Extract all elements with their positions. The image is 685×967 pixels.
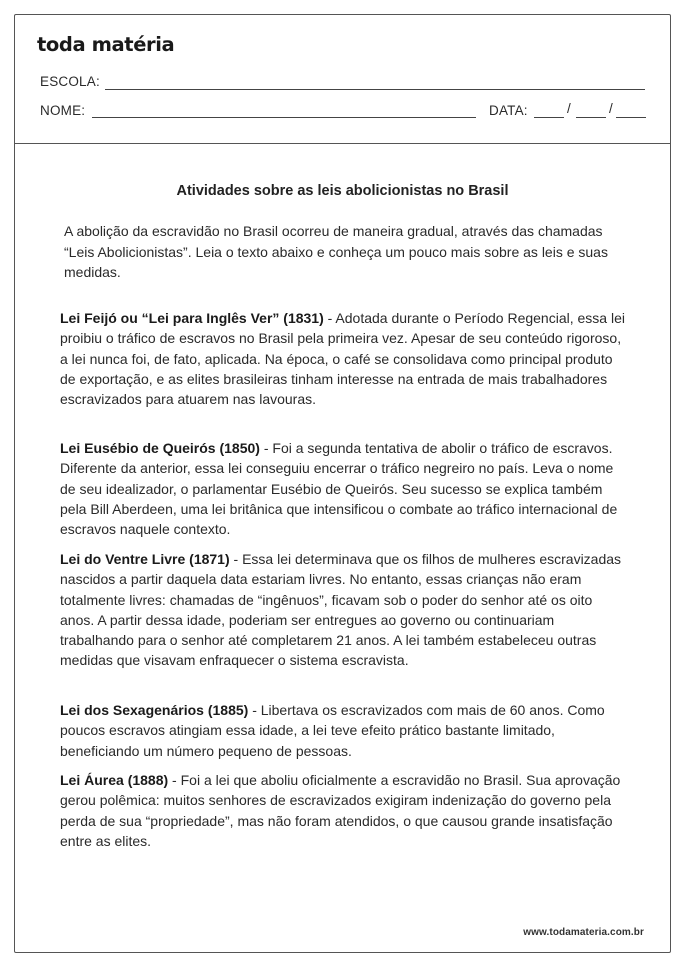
law-text: - Libertava os escravizados com mais de 60 anos. Como poucos escravos atingiam essa idade, a lei teve efeito prático bastante limitado, beneficiando um número pequeno de pessoas. [60, 702, 605, 759]
brand-logo: toda matéria [37, 33, 175, 56]
law-name: Lei Feijó ou “Lei para Inglês Ver” (1831) [60, 310, 324, 326]
law-name: Lei do Ventre Livre (1871) [60, 551, 230, 567]
footer-website-link[interactable]: www.todamateria.com.br [523, 927, 644, 938]
law-paragraph [60, 700, 628, 761]
date-month-field[interactable] [576, 117, 606, 118]
worksheet-header [15, 15, 670, 144]
date-year-field[interactable] [616, 117, 646, 118]
law-text: - Essa lei determinava que os filhos de mulheres escravizadas nascidos a partir daquela data estariam livres. No entanto, essas crianças não eram totalmente livres: chamadas de “ingênuos”, ficavam sob o poder do senhor até os oito anos. A partir dessa idade, poderiam ser entregues ao governo ou continuariam trabalhando para o senhor até completarem 21 anos. A lei também estabeleceu outras medidas que visavam enfraquecer o sistema escravista. [60, 551, 622, 669]
law-paragraph [60, 438, 628, 539]
law-paragraph [60, 770, 628, 851]
date-separator-2: / [609, 101, 613, 116]
page-title: Atividades sobre as leis abolicionistas no Brasil [176, 183, 509, 199]
date-day-field[interactable] [534, 117, 564, 118]
intro-paragraph: A abolição da escravidão no Brasil ocorreu de maneira gradual, através das chamadas “Leis Abolicionistas”. Leia o texto abaixo e conheça um pouco mais sobre as leis e suas medidas. [64, 223, 608, 280]
data-label: DATA: [489, 103, 528, 118]
escola-field[interactable] [105, 89, 645, 90]
law-text: - Foi a segunda tentativa de abolir o tráfico de escravos. Diferente da anterior, essa lei conseguiu encerrar o tráfico negreiro no país. Leva o nome de seu idealizador, o parlamentar Eusébio de Queirós. Seu sucesso se explica também pela Bill Aberdeen, uma lei britânica que intensificou o combate ao tráfico internacional de escravos naquele contexto. [60, 440, 618, 538]
law-paragraph [60, 308, 628, 409]
date-separator-1: / [567, 101, 571, 116]
law-name: Lei Eusébio de Queirós (1850) [60, 440, 260, 456]
nome-label: NOME: [40, 103, 86, 118]
escola-label: ESCOLA: [40, 74, 100, 89]
worksheet-frame [14, 14, 671, 953]
law-paragraph [60, 549, 628, 671]
law-name: Lei Áurea (1888) [60, 772, 169, 788]
law-name: Lei dos Sexagenários (1885) [60, 702, 249, 718]
nome-field[interactable] [92, 117, 476, 118]
law-text: - Adotada durante o Período Regencial, essa lei proibiu o tráfico de escravos no Brasil pela primeira vez. Apesar de seu conteúdo rigoroso, a lei nunca foi, de fato, aplicada. Na época, o café se consolidava como principal produto de exportação, e as elites brasileiras tinham interesse na entrada de mais trabalhadores escravizados para atuarem nas lavouras. [60, 310, 625, 408]
law-text: - Foi a lei que aboliu oficialmente a escravidão no Brasil. Sua aprovação gerou polêmica: muitos senhores de escravizados exigiram indenização do governo pela perda de sua “propriedade”, mas não foram atendidos, o que causou grande insatisfação entre as elites. [60, 772, 621, 849]
